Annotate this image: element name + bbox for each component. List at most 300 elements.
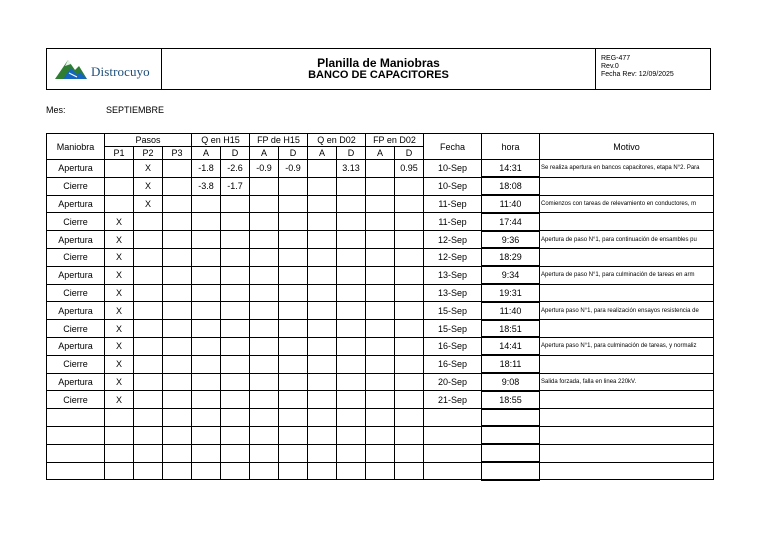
cell-q-d02-a [308,444,337,462]
subheader-fp-d02-a: A [366,147,395,160]
cell-q-h15-d [221,444,250,462]
cell-p2 [134,444,163,462]
cell-p2 [134,213,163,231]
cell-motivo [540,355,714,373]
cell-fp-h15-a [250,177,279,195]
cell-q-d02-a [308,177,337,195]
cell-q-d02-d [337,213,366,231]
table-row [47,302,714,320]
cell-p3 [163,248,192,266]
cell-fp-h15-d [279,444,308,462]
table-row [47,213,714,231]
cell-fp-h15-d [279,337,308,355]
cell-q-d02-a [308,462,337,480]
cell-p1: X [105,302,134,320]
cell-q-d02-a [308,391,337,409]
cell-fp-d02-a [366,373,395,391]
cell-fp-h15-d [279,409,308,427]
maneuvers-table [46,133,714,481]
cell-q-h15-a [192,320,221,338]
cell-p1 [105,177,134,195]
cell-q-d02-a [308,266,337,284]
cell-p3 [163,213,192,231]
cell-q-h15-d: -1.7 [221,177,250,195]
cell-p2: X [134,177,163,195]
cell-q-d02-a [308,302,337,320]
cell-fp-h15-d [279,177,308,195]
cell-fp-h15-a [250,320,279,338]
cell-q-h15-d [221,266,250,284]
cell-motivo: Apertura de paso N°1, para continuación de ensambles pu [540,231,714,249]
cell-q-d02-d [337,248,366,266]
cell-p1: X [105,248,134,266]
cell-p3 [163,302,192,320]
cell-fp-h15-a [250,355,279,373]
cell-fp-h15-a [250,248,279,266]
cell-q-h15-a [192,337,221,355]
cell-fecha [424,462,482,480]
cell-fp-h15-d [279,373,308,391]
cell-fecha: 10-Sep [424,177,482,195]
subheader-p2: P2 [134,147,163,160]
cell-q-d02-d [337,391,366,409]
cell-q-h15-a [192,195,221,213]
cell-fp-d02-a [366,177,395,195]
cell-q-d02-a [308,409,337,427]
cell-q-d02-d [337,355,366,373]
cell-fp-d02-a [366,462,395,480]
cell-p2 [134,426,163,444]
cell-q-d02-d [337,462,366,480]
cell-q-h15-a: -1.8 [192,160,221,178]
cell-hora: 9:34 [482,266,540,284]
cell-motivo [540,409,714,427]
document-revision-info [595,49,710,89]
cell-p3 [163,177,192,195]
table-row [47,355,714,373]
cell-p3 [163,391,192,409]
subheader-q-h15-a: A [192,147,221,160]
revision-number: Rev.0 [601,63,619,70]
cell-fecha: 21-Sep [424,391,482,409]
cell-q-d02-d [337,444,366,462]
cell-fp-h15-d [279,426,308,444]
cell-fp-d02-d: 0.95 [395,160,424,178]
cell-fp-d02-a [366,320,395,338]
cell-q-d02-d [337,284,366,302]
cell-q-h15-d [221,373,250,391]
cell-q-d02-a [308,320,337,338]
cell-fp-d02-a [366,160,395,178]
cell-fp-d02-d [395,248,424,266]
cell-fp-h15-a [250,195,279,213]
cell-fp-d02-d [395,266,424,284]
cell-p2 [134,302,163,320]
cell-maniobra: Apertura [47,195,105,213]
cell-fp-d02-d [395,391,424,409]
cell-q-h15-a [192,213,221,231]
table-row [47,195,714,213]
cell-p3 [163,355,192,373]
cell-p1 [105,444,134,462]
cell-p2 [134,320,163,338]
cell-p1 [105,195,134,213]
table-row [47,373,714,391]
cell-fp-h15-d [279,355,308,373]
cell-p3 [163,444,192,462]
cell-q-h15-d [221,320,250,338]
cell-motivo [540,320,714,338]
cell-p1: X [105,213,134,231]
subheader-q-d02-a: A [308,147,337,160]
cell-p1: X [105,266,134,284]
subheader-fp-h15-a: A [250,147,279,160]
cell-p1 [105,462,134,480]
header-q-h15: Q en H15 [192,134,250,147]
cell-fp-d02-a [366,195,395,213]
cell-q-d02-d [337,373,366,391]
cell-fp-h15-d [279,302,308,320]
header-motivo: Motivo [540,134,714,160]
subheader-q-h15-d: D [221,147,250,160]
cell-hora: 18:08 [482,177,540,195]
cell-hora [482,462,540,480]
cell-fp-h15-a [250,284,279,302]
cell-p3 [163,373,192,391]
cell-hora: 11:40 [482,195,540,213]
cell-maniobra [47,426,105,444]
cell-q-h15-a [192,444,221,462]
header-pasos: Pasos [105,134,192,147]
cell-p1: X [105,355,134,373]
cell-fecha: 13-Sep [424,284,482,302]
cell-maniobra: Cierre [47,355,105,373]
cell-fp-h15-a [250,462,279,480]
table-row [47,462,714,480]
cell-p1 [105,160,134,178]
cell-fp-h15-a [250,373,279,391]
cell-fp-d02-a [366,391,395,409]
cell-p3 [163,426,192,444]
cell-fp-h15-d [279,391,308,409]
cell-q-h15-a [192,373,221,391]
cell-fp-h15-a [250,213,279,231]
cell-hora: 14:31 [482,160,540,178]
cell-hora: 19:31 [482,284,540,302]
cell-hora: 18:11 [482,355,540,373]
table-row [47,409,714,427]
cell-q-d02-a [308,195,337,213]
cell-fp-h15-d: -0.9 [279,160,308,178]
cell-fp-h15-a [250,302,279,320]
cell-p3 [163,195,192,213]
cell-q-h15-a [192,302,221,320]
table-row [47,177,714,195]
cell-fp-h15-d [279,213,308,231]
cell-p1: X [105,373,134,391]
cell-fp-h15-a [250,444,279,462]
cell-q-h15-a [192,355,221,373]
cell-fp-h15-a [250,426,279,444]
cell-fp-d02-d [395,355,424,373]
cell-q-d02-a [308,160,337,178]
cell-fp-h15-a: -0.9 [250,160,279,178]
cell-p2 [134,355,163,373]
cell-p3 [163,160,192,178]
cell-fecha: 15-Sep [424,320,482,338]
table-row [47,337,714,355]
cell-fp-d02-a [366,426,395,444]
cell-p3 [163,320,192,338]
header-fp-d02: FP en D02 [366,134,424,147]
cell-p1: X [105,284,134,302]
cell-p3 [163,284,192,302]
cell-q-d02-d [337,266,366,284]
cell-q-h15-a [192,391,221,409]
table-row [47,426,714,444]
cell-q-h15-d [221,231,250,249]
cell-p3 [163,231,192,249]
cell-fp-d02-a [366,409,395,427]
cell-maniobra: Cierre [47,177,105,195]
cell-maniobra: Apertura [47,373,105,391]
cell-p2 [134,409,163,427]
company-logo [47,49,162,89]
cell-q-d02-d [337,426,366,444]
cell-maniobra: Cierre [47,213,105,231]
cell-p2 [134,248,163,266]
cell-maniobra: Apertura [47,160,105,178]
cell-fp-d02-d [395,231,424,249]
cell-q-d02-a [308,337,337,355]
cell-hora: 18:29 [482,248,540,266]
cell-q-d02-d: 3.13 [337,160,366,178]
table-row [47,284,714,302]
cell-p3 [163,266,192,284]
cell-motivo: Se realiza apertura en bancos capacitores, etapa N°2. Para [540,160,714,178]
cell-q-d02-a [308,248,337,266]
cell-motivo: Apertura paso N°1, para culminación de tareas, y normaliz [540,337,714,355]
cell-q-h15-a [192,284,221,302]
cell-q-h15-d [221,337,250,355]
table-body [47,160,714,480]
cell-fp-d02-d [395,373,424,391]
cell-q-d02-a [308,355,337,373]
cell-q-h15-a [192,426,221,444]
cell-q-h15-d [221,302,250,320]
table-header [47,134,714,160]
cell-q-d02-a [308,284,337,302]
cell-fp-h15-d [279,231,308,249]
cell-fecha: 20-Sep [424,373,482,391]
cell-q-d02-a [308,213,337,231]
cell-maniobra: Apertura [47,302,105,320]
cell-p2: X [134,195,163,213]
month-value: SEPTIEMBRE [106,105,165,115]
cell-fecha: 13-Sep [424,266,482,284]
cell-hora: 9:08 [482,373,540,391]
cell-q-d02-d [337,320,366,338]
cell-motivo: Apertura paso N°1, para realización ensayos resistencia de [540,302,714,320]
table-row [47,160,714,178]
table-row [47,266,714,284]
cell-q-h15-a: -3.8 [192,177,221,195]
cell-motivo [540,444,714,462]
cell-p2 [134,462,163,480]
cell-hora [482,409,540,427]
cell-motivo: Comienzos con tareas de relevamiento en conductores, m [540,195,714,213]
cell-hora: 17:44 [482,213,540,231]
cell-q-h15-a [192,462,221,480]
cell-motivo: Apertura de paso N°1, para culminación de tareas en arm [540,266,714,284]
cell-maniobra: Apertura [47,231,105,249]
cell-fp-d02-d [395,213,424,231]
document-title: Planilla de Maniobras [317,56,440,70]
cell-fp-d02-d [395,337,424,355]
cell-hora: 14:41 [482,337,540,355]
cell-q-h15-d [221,284,250,302]
cell-q-h15-a [192,248,221,266]
cell-hora: 11:40 [482,302,540,320]
document-title-block [162,49,595,89]
cell-fp-h15-a [250,409,279,427]
revision-date: Fecha Rev: 12/09/2025 [601,71,674,78]
cell-fp-d02-a [366,302,395,320]
cell-fecha: 10-Sep [424,160,482,178]
cell-maniobra: Apertura [47,266,105,284]
cell-motivo [540,248,714,266]
cell-p1: X [105,391,134,409]
cell-motivo [540,177,714,195]
cell-p3 [163,462,192,480]
cell-motivo [540,213,714,231]
cell-fp-d02-d [395,177,424,195]
cell-q-h15-d [221,462,250,480]
cell-q-h15-a [192,409,221,427]
cell-p1 [105,409,134,427]
cell-fp-d02-d [395,195,424,213]
subheader-p3: P3 [163,147,192,160]
cell-q-d02-a [308,231,337,249]
cell-hora: 18:51 [482,320,540,338]
cell-q-h15-d [221,248,250,266]
subheader-fp-d02-d: D [395,147,424,160]
cell-p3 [163,337,192,355]
subheader-fp-h15-d: D [279,147,308,160]
cell-p1: X [105,231,134,249]
cell-fecha: 16-Sep [424,337,482,355]
cell-hora: 9:36 [482,231,540,249]
cell-fp-d02-d [395,284,424,302]
cell-p2 [134,337,163,355]
cell-fp-d02-d [395,462,424,480]
subheader-q-d02-d: D [337,147,366,160]
document-subtitle: BANCO DE CAPACITORES [308,69,449,81]
cell-fecha: 12-Sep [424,248,482,266]
brand-name: Distrocuyo [91,64,150,79]
cell-q-d02-a [308,373,337,391]
cell-q-h15-d [221,213,250,231]
table-row [47,444,714,462]
table-row [47,231,714,249]
cell-q-h15-d [221,426,250,444]
cell-fecha: 12-Sep [424,231,482,249]
cell-fp-d02-a [366,284,395,302]
cell-maniobra: Cierre [47,284,105,302]
cell-q-h15-d [221,391,250,409]
cell-q-h15-d: -2.6 [221,160,250,178]
cell-motivo [540,391,714,409]
cell-fp-h15-a [250,391,279,409]
cell-fecha [424,444,482,462]
table-row [47,391,714,409]
cell-p2 [134,266,163,284]
cell-q-h15-a [192,231,221,249]
cell-p2 [134,373,163,391]
header-maniobra: Maniobra [47,134,105,160]
cell-p1: X [105,320,134,338]
mountain-logo-icon [53,55,89,83]
cell-motivo [540,426,714,444]
cell-fecha [424,409,482,427]
header-hora: hora [482,134,540,160]
cell-fecha: 11-Sep [424,195,482,213]
cell-q-d02-d [337,177,366,195]
cell-fp-d02-a [366,248,395,266]
cell-motivo [540,284,714,302]
cell-q-h15-d [221,195,250,213]
cell-p2 [134,231,163,249]
register-code: REG-477 [601,55,631,62]
cell-p2 [134,391,163,409]
cell-maniobra: Cierre [47,320,105,338]
cell-fp-d02-a [366,231,395,249]
cell-maniobra: Apertura [47,337,105,355]
cell-fecha [424,426,482,444]
document-header [46,48,711,90]
cell-fp-d02-d [395,302,424,320]
table-row [47,320,714,338]
cell-maniobra [47,409,105,427]
header-fecha: Fecha [424,134,482,160]
cell-p1 [105,426,134,444]
subheader-p1: P1 [105,147,134,160]
cell-maniobra [47,462,105,480]
cell-hora [482,444,540,462]
cell-q-h15-d [221,355,250,373]
cell-fp-h15-a [250,231,279,249]
cell-q-d02-d [337,231,366,249]
header-fp-h15: FP de H15 [250,134,308,147]
cell-hora: 18:55 [482,391,540,409]
cell-motivo: Salida forzada, falla en linea 220kV. [540,373,714,391]
cell-q-h15-d [221,409,250,427]
cell-q-h15-a [192,266,221,284]
header-q-d02: Q en D02 [308,134,366,147]
month-label: Mes: [46,105,66,115]
cell-maniobra: Cierre [47,391,105,409]
cell-fp-h15-d [279,462,308,480]
cell-maniobra: Cierre [47,248,105,266]
cell-fp-d02-a [366,444,395,462]
cell-fp-h15-a [250,266,279,284]
cell-fp-h15-d [279,248,308,266]
cell-p3 [163,409,192,427]
cell-fp-h15-d [279,320,308,338]
cell-fecha: 16-Sep [424,355,482,373]
cell-fp-d02-a [366,337,395,355]
cell-q-d02-a [308,426,337,444]
